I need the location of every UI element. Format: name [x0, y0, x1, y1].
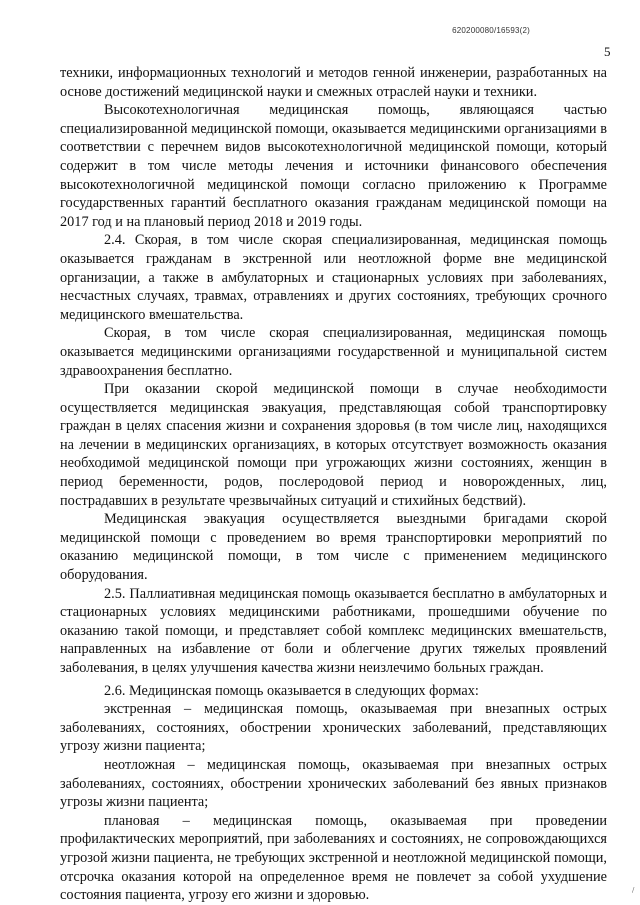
scan-edge-mark: /: [632, 886, 635, 894]
paragraph-form-emergency: экстренная – медицинская помощь, оказываемая при внезапных острых заболеваниях, состояниях, обострении хронических заболеваний, представляющих угрозу жизни пациента;: [60, 701, 607, 755]
document-body: [60, 64, 607, 905]
paragraph-continuation: техники, информационных технологий и методов генной инженерии, разработанных на основе достижений медицинской науки и смежных отраслей науки и техники.: [60, 65, 607, 100]
paragraph-form-planned: плановая – медицинская помощь, оказываемая при проведении профилактических мероприятий, при заболеваниях и состояниях, не сопровождающихся угрозой жизни пациента, не требующих экстренной и неотложной медицинской помощи, отсрочка оказания которой на определенное время не повлечет за собой ухудшение состояния пациента, угрозу его жизни и здоровью.: [60, 812, 607, 904]
paragraph-emergency-free: Скорая, в том числе скорая специализированная, медицинская помощь оказывается медицинскими организациями государственной и муниципальной систем здравоохранения бесплатно.: [60, 325, 607, 379]
paragraph-form-urgent: неотложная – медицинская помощь, оказываемая при внезапных острых заболеваниях, состояниях, обострении хронических заболеваний без явных признаков угрозы жизни пациента;: [60, 756, 607, 811]
paragraph-2-6-care-forms: 2.6. Медицинская помощь оказывается в следующих формах:: [104, 682, 479, 699]
paragraph-2-5-palliative-care: 2.5. Паллиативная медицинская помощь оказывается бесплатно в амбулаторных и стационарных условиях медицинскими работниками, прошедшими обучение по оказанию такой помощи, и представляет собой комплекс медицинских вмешательств, направленных на избавление от боли и облегчение других тяжелых проявлений заболевания, в целях улучшения качества жизни неизлечимо больных граждан.: [60, 585, 607, 676]
paragraph-medical-evacuation: При оказании скорой медицинской помощи в случае необходимости осуществляется медицинская эвакуация, представляющая собой транспортировку граждан в целях спасения жизни и сохранения здоровья (в том числе лиц, находящихся на лечении в медицинских организациях, в которых отсутствует возможность оказания необходимой медицинской помощи при угрожающих жизни состояниях, женщин в период беременности, родов, послеродовой период и новорожденных, лиц, пострадавших в результате чрезвычайных ситуаций и стихийных бедствий).: [60, 381, 607, 509]
document-id: 620200080/16593(2): [452, 26, 530, 35]
paragraph-high-tech-care: Высокотехнологичная медицинская помощь, являющаяся частью специализированной медицинской помощи, оказывается медицинскими организациями в соответствии с перечнем видов высокотехнологичной медицинской помощи, который содержит в том числе методы лечения и источники финансового обеспечения высокотехнологичной медицинской помощи согласно приложению к Программе государственных гарантий бесплатного оказания гражданам медицинской помощи на 2017 год и на плановый период 2018 и 2019 годы.: [60, 102, 607, 230]
page-number: 5: [604, 44, 611, 59]
paragraph-evacuation-teams: Медицинская эвакуация осуществляется выездными бригадами скорой медицинской помощи с проведением во время транспортировки мероприятий по оказанию медицинской помощи, в том числе с применением медицинского оборудования.: [60, 511, 607, 584]
paragraph-2-4-emergency-care: 2.4. Скорая, в том числе скорая специализированная, медицинская помощь оказывается гражданам в экстренной или неотложной форме вне медицинской организации, а также в амбулаторных и стационарных условиях при заболеваниях, несчастных случаях, травмах, отравлениях и других состояниях, требующих срочного медицинского вмешательства.: [60, 232, 607, 323]
